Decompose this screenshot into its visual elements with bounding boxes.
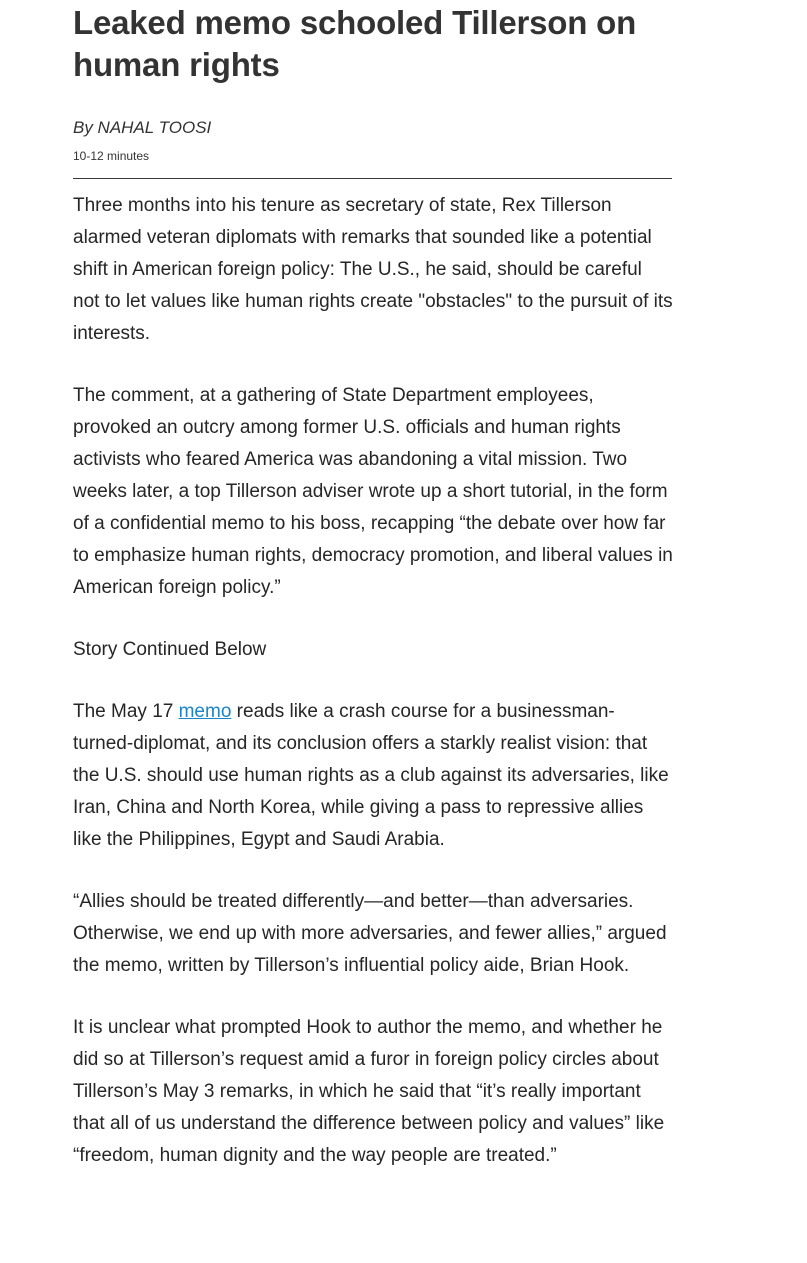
story-continued-label: Story Continued Below (73, 639, 267, 660)
paragraph: “Allies should be treated differently—and better—than adversaries. Otherwise, we end up with more adversaries, and fewer allies,” argued the memo, written by Tillerson’s influential policy aide, Brian Hook. (73, 891, 667, 976)
article-title: Leaked memo schooled Tillerson on human rights (73, 4, 637, 83)
paragraph-text: reads like a crash course for a businessman-turned-diplomat, and its conclusion offers a starkly realist vision: that the U.S. should use human rights as a club against its adversaries, like Iran, China and North Korea, while giving a pass to repressive allies like the Philippines, Egypt and Saudi Arabia. (73, 701, 669, 850)
read-time: 10-12 minutes (73, 149, 150, 163)
memo-link[interactable]: memo (178, 701, 232, 722)
article (73, 0, 673, 1172)
paragraph: It is unclear what prompted Hook to author the memo, and whether he did so at Tillerson’s request amid a furor in foreign policy circles about Tillerson’s May 3 remarks, in which he said that “it’s really important that all of us understand the difference between policy and values” like “freedom, human dignity and the way people are treated.” (73, 1017, 665, 1166)
article-body (73, 190, 673, 1172)
paragraph-memo (73, 696, 673, 856)
paragraph-text: The May 17 (73, 701, 179, 722)
byline: By NAHAL TOOSI (73, 118, 212, 137)
paragraph: Three months into his tenure as secretary of state, Rex Tillerson alarmed veteran diplomats with remarks that sounded like a potential shift in American foreign policy: The U.S., he said, should be careful not to let values like human rights create "obstacles" to the pursuit of its interests. (73, 195, 673, 344)
paragraph: The comment, at a gathering of State Department employees, provoked an outcry among former U.S. officials and human rights activists who feared America was abandoning a vital mission. Two weeks later, a top Tillerson adviser wrote up a short tutorial, in the form of a confidential memo to his boss, recapping “the debate over how far to emphasize human rights, democracy promotion, and liberal values in American foreign policy.” (73, 385, 673, 598)
header-divider (73, 178, 672, 179)
